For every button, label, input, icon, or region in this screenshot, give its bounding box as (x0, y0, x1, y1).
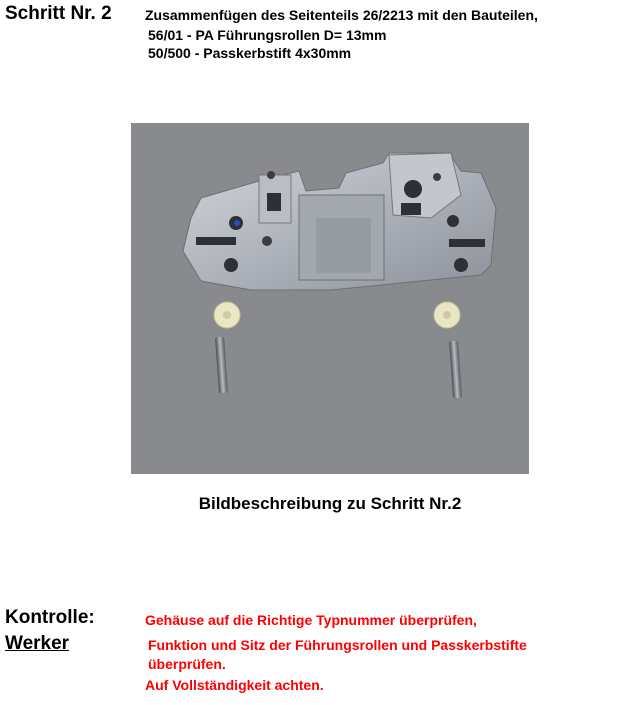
check-line-1: Gehäuse auf die Richtige Typnummer überprüfen, (145, 612, 477, 628)
parts-photo (131, 123, 529, 474)
instruction-line-1: Zusammenfügen des Seitenteils 26/2213 mit den Bauteilen, (145, 7, 538, 23)
werker-label: Werker (5, 633, 70, 654)
kontrolle-label: Kontrolle: (5, 607, 95, 628)
instruction-line-3: 50/500 - Passkerbstift 4x30mm (148, 45, 352, 61)
check-line-2: Funktion und Sitz der Führungsrollen und Passkerbstifte (148, 637, 527, 653)
instruction-line-2: 56/01 - PA Führungsrollen D= 13mm (148, 27, 387, 43)
guide-roller-left (214, 302, 240, 328)
check-line-4: Auf Vollständigkeit achten. (145, 677, 324, 693)
guide-roller-right (434, 302, 460, 328)
step-title: Schritt Nr. 2 (5, 3, 112, 24)
photo-caption: Bildbeschreibung zu Schritt Nr.2 (198, 494, 462, 513)
check-line-3: überprüfen. (148, 656, 226, 672)
